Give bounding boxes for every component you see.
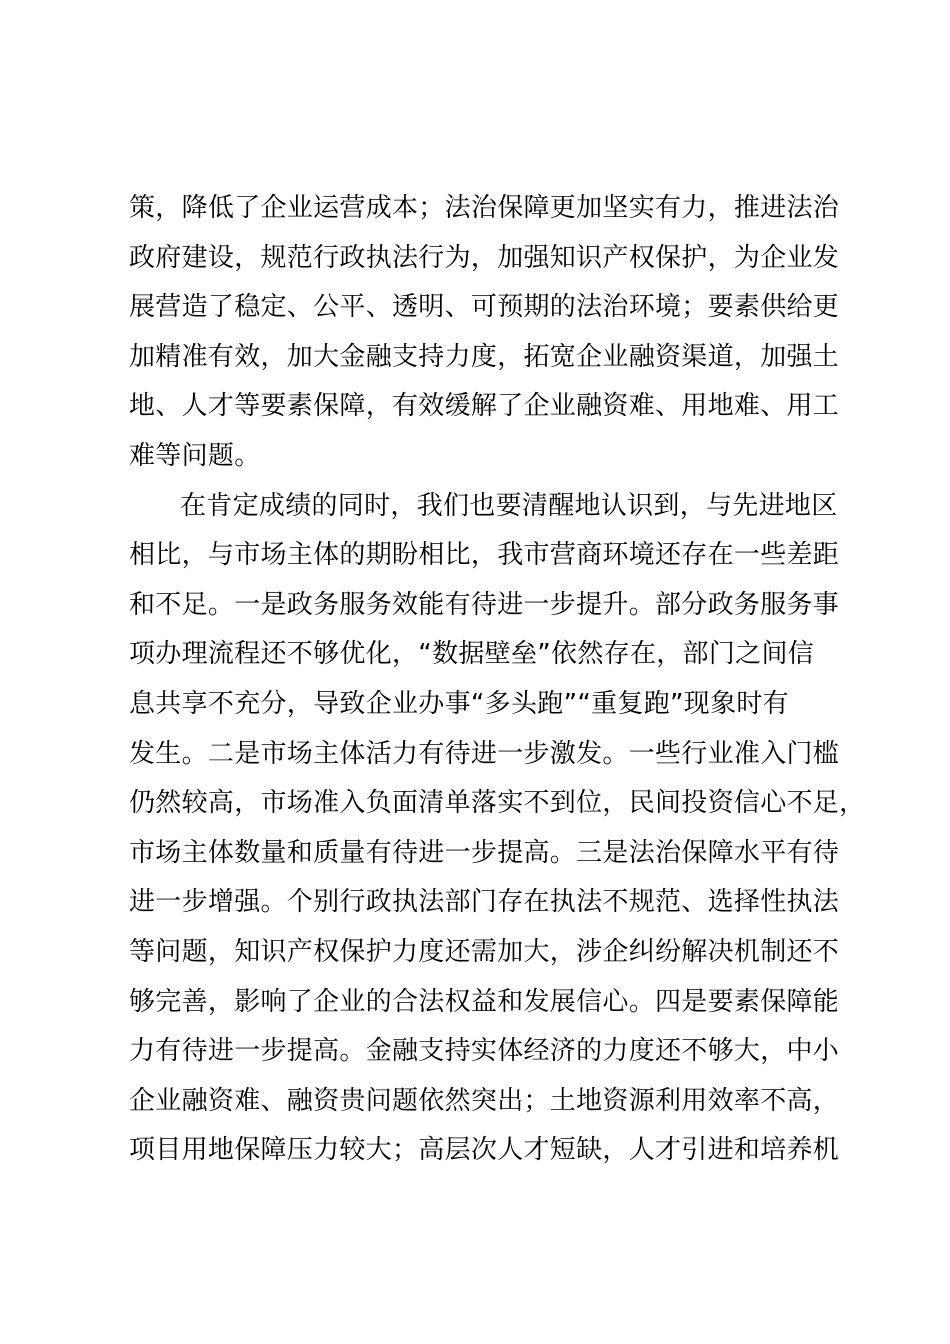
paragraph-first-line: 在肯定成绩的同时，我们也要清醒地认识到，与先进地区 — [180, 490, 838, 521]
text-line: 发生。二是市场主体活力有待进一步激发。一些行业准入门槛 — [129, 738, 840, 769]
text-line: 够完善，影响了企业的合法权益和发展信心。四是要素保障能 — [129, 986, 840, 1017]
text-line: 政府建设，规范行政执法行为，加强知识产权保护，为企业发 — [129, 242, 840, 273]
text-line: 和不足。一是政务服务效能有待进一步提升。部分政务服务事 — [129, 589, 840, 620]
text-line: 力有待进一步提高。金融支持实体经济的力度还不够大，中小 — [129, 1036, 840, 1067]
text-line: 展营造了稳定、公平、透明、可预期的法治环境；要素供给更 — [129, 292, 840, 323]
text-line: 等问题，知识产权保护力度还需加大，涉企纠纷解决机制还不 — [129, 937, 840, 967]
text-line: 市场主体数量和质量有待进一步提高。三是法治保障水平有待 — [129, 837, 840, 868]
text-line: 企业融资难、融资贵问题依然突出；土地资源利用效率不高， — [129, 1085, 840, 1116]
text-line: 息共享不充分，导致企业办事“多头跑”“重复跑”现象时有 — [129, 689, 789, 719]
text-line: 策，降低了企业运营成本；法治保障更加坚实有力，推进法治 — [129, 193, 840, 223]
text-line: 难等问题。 — [129, 441, 261, 471]
text-line: 地、人才等要素保障，有效缓解了企业融资难、用地难、用工 — [129, 391, 840, 422]
text-line: 加精准有效，加大金融支持力度，拓宽企业融资渠道，加强土 — [129, 341, 840, 372]
text-line: 相比，与市场主体的期盼相比，我市营商环境还存在一些差距 — [129, 540, 840, 571]
text-line: 项目用地保障压力较大；高层次人才短缺，人才引进和培养机 — [129, 1135, 840, 1166]
text-line: 项办理流程还不够优化，“数据壁垒”依然存在，部门之间信 — [129, 639, 815, 670]
text-line: 进一步增强。个别行政执法部门存在执法不规范、选择性执法 — [129, 887, 840, 918]
text-line: 仍然较高，市场准入负面清单落实不到位，民间投资信心不足， — [129, 788, 866, 819]
